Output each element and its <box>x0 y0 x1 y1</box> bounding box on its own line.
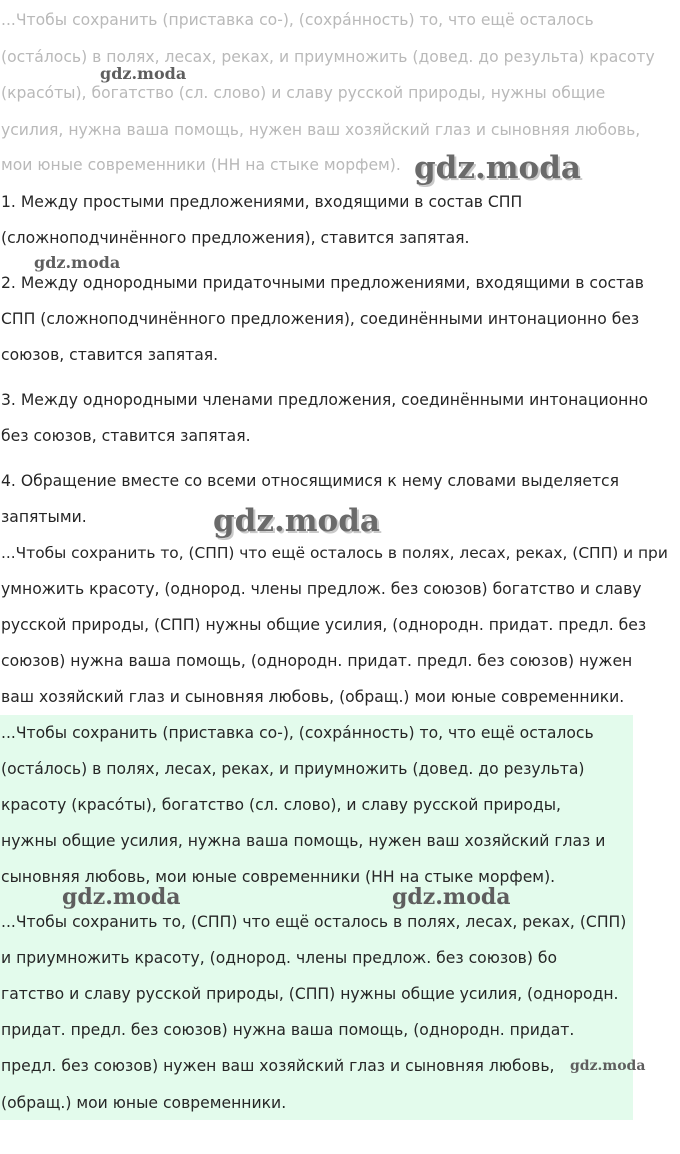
green-2-line-6: (обращ.) мои юные современники. <box>1 1094 287 1112</box>
rule-3-line-1: 3. Между однородными членами предложения, соединёнными интонационно <box>1 391 649 409</box>
watermark-logo: gdz.moda <box>213 503 380 539</box>
green-2-line-1: ...Чтобы сохранить то, (СПП) что ещё осталось в полях, лесах, реках, (СПП) <box>1 913 627 931</box>
faded-intro-line-4: усилия, нужна ваша помощь, нужен ваш хозяйский глаз и сыновняя любовь, <box>1 121 641 139</box>
green-2-line-5: предл. без союзов) нужен ваш хозяйский глаз и сыновняя любовь, <box>1 1057 555 1075</box>
green-2-line-4: придат. предл. без союзов) нужна ваша помощь, (однородн. придат. <box>1 1021 575 1039</box>
rule-2-line-3: союзов, ставится запятая. <box>1 346 219 364</box>
analysis-line-4: союзов) нужна ваша помощь, (однородн. придат. предл. без союзов) нужен <box>1 652 633 670</box>
green-1-line-4: нужны общие усилия, нужна ваша помощь, нужен ваш хозяйский глаз и <box>1 832 606 850</box>
watermark-logo: gdz.moda <box>100 64 187 83</box>
green-1-line-5: сыновняя любовь, мои юные современники (НН на стыке морфем). <box>1 868 556 886</box>
green-1-line-2: (оста́лось) в полях, лесах, реках, и приумножить (довед. до результа) <box>1 760 585 778</box>
watermark-logo: gdz.moda <box>570 1058 646 1074</box>
rule-2-line-2: СПП (сложноподчинённого предложения), соединёнными интонационно без <box>1 310 640 328</box>
watermark-logo: gdz.moda <box>34 253 121 272</box>
analysis-line-1: ...Чтобы сохранить то, (СПП) что ещё осталось в полях, лесах, реках, (СПП) и при <box>1 544 668 562</box>
green-2-line-3: гатство и славу русской природы, (СПП) нужны общие усилия, (однородн. <box>1 985 619 1003</box>
analysis-line-3: русской природы, (СПП) нужны общие усилия, (однородн. придат. предл. без <box>1 616 647 634</box>
rule-3-line-2: без союзов, ставится запятая. <box>1 427 251 445</box>
rule-4-line-2: запятыми. <box>1 508 87 526</box>
faded-intro-line-1: ...Чтобы сохранить (приставка со-), (сохра́нность) то, что ещё осталось <box>1 11 594 29</box>
analysis-line-5: ваш хозяйский глаз и сыновняя любовь, (обращ.) мои юные современники. <box>1 688 625 706</box>
faded-intro-line-3: (красо́ты), богатство (сл. слово) и славу русской природы, нужны общие <box>1 84 606 102</box>
watermark-logo: gdz.moda <box>414 150 581 186</box>
watermark-logo: gdz.moda <box>392 884 511 910</box>
rule-1-line-2: (сложноподчинённого предложения), ставится запятая. <box>1 229 470 247</box>
green-1-line-1: ...Чтобы сохранить (приставка со-), (сохра́нность) то, что ещё осталось <box>1 724 594 742</box>
rule-1-line-1: 1. Между простыми предложениями, входящими в состав СПП <box>1 193 523 211</box>
green-1-line-3: красоту (красо́ты), богатство (сл. слово), и славу русской природы, <box>1 796 562 814</box>
faded-intro-line-5: мои юные современники (НН на стыке морфем). <box>1 156 401 174</box>
rule-2-line-1: 2. Между однородными придаточными предложениями, входящими в состав <box>1 274 644 292</box>
green-2-line-2: и приумножить красоту, (однород. члены предлож. без союзов) бо <box>1 949 558 967</box>
watermark-logo: gdz.moda <box>62 884 181 910</box>
analysis-line-2: умножить красоту, (однород. члены предлож. без союзов) богатство и славу <box>1 580 642 598</box>
rule-4-line-1: 4. Обращение вместе со всеми относящимися к нему словами выделяется <box>1 472 619 490</box>
faded-intro-line-2: (оста́лось) в полях, лесах, реках, и приумножить (довед. до результа) красоту <box>1 48 655 66</box>
